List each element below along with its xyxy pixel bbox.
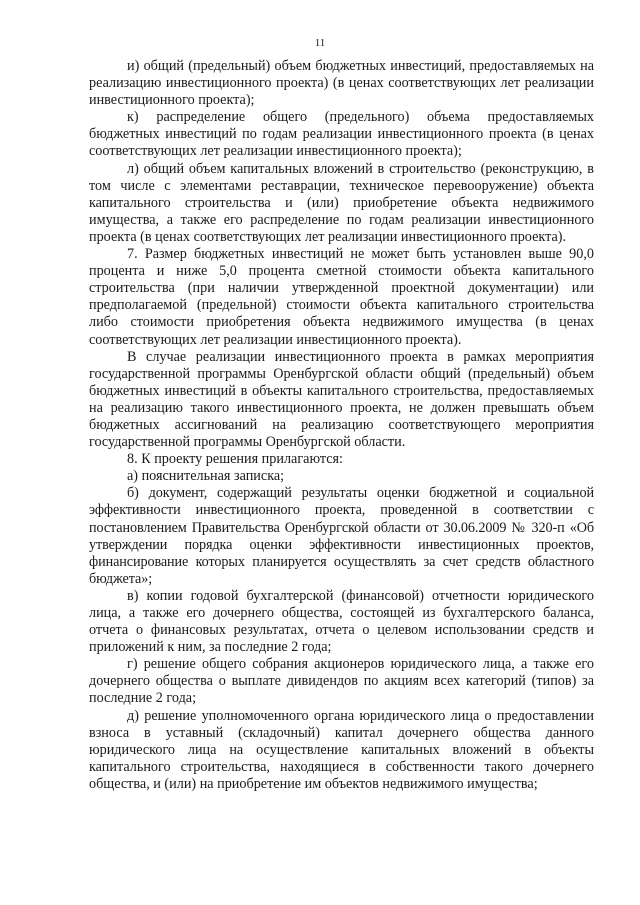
paragraph-7: 7. Размер бюджетных инвестиций не может быть установлен выше 90,0 процента и ниже 5,0 процента сметной стоимости объекта капитального строительства (при наличии утвержденной проектной документации) или предполагаемой (предельной) стоимости объекта капитального строительства либо стоимости приобретения объекта недвижимого имущества (в ценах соответствующих лет реализации инвестиционного проекта). <box>89 246 594 348</box>
paragraph-8-a: а) пояснительная записка; <box>127 468 285 485</box>
paragraph-8: 8. К проекту решения прилагаются: <box>127 451 343 468</box>
paragraph-l: л) общий объем капитальных вложений в строительство (реконструкцию, в том числе с элементами реставрации, техническое перевооружение) объекта капитального строительства и (или) приобретение объекта недвижимого имущества, а также его распределение по годам реализации инвестиционного проекта (в ценах соответствующих лет реализации инвестиционного проекта). <box>89 160 594 245</box>
document-body <box>89 58 594 793</box>
paragraph-8-g: г) решение общего собрания акционеров юридического лица, а также его дочернего общества о выплате дивидендов по акциям всех категорий (типов) за последние 2 года; <box>89 656 594 707</box>
paragraph-k: к) распределение общего (предельного) объема предоставляемых бюджетных инвестиций по годам реализации инвестиционного проекта (в ценах соответствующих лет реализации инвестиционного проекта); <box>89 109 594 160</box>
page-number: 11 <box>314 37 326 49</box>
paragraph-8-d: д) решение уполномоченного органа юридического лица о предоставлении взноса в уставный (складочный) капитал дочернего общества данного юридического лица на осуществление капитальных вложений в объекты капитального строительства, находящиеся в собственности такого дочернего общества, и (или) на приобретение им объектов недвижимого имущества; <box>89 707 594 792</box>
paragraph-i: и) общий (предельный) объем бюджетных инвестиций, предоставляемых на реализацию инвестиционного проекта) (в ценах соответствующих лет реализации инвестиционного проекта); <box>89 58 594 109</box>
paragraph-8-b: б) документ, содержащий результаты оценки бюджетной и социальной эффективности инвестиционного проекта, проведенной в соответствии с постановлением Правительства Оренбургской области от 30.06.2009 № 320-п «Об утверждении порядка оценки эффективности инвестиционных проектов, финансирование которых планируется осуществлять за счет средств областного бюджета»; <box>89 485 594 587</box>
paragraph-7-note: В случае реализации инвестиционного проекта в рамках мероприятия государственной программы Оренбургской области общий (предельный) объем бюджетных инвестиций в объекты капитального строительства, предоставляемых на реализацию такого инвестиционного проекта, не должен превышать объем бюджетных ассигнований на реализацию соответствующего мероприятия государственной программы Оренбургской области. <box>89 348 594 451</box>
paragraph-8-v: в) копии годовой бухгалтерской (финансовой) отчетности юридического лица, а также его дочернего общества, состоящей из бухгалтерского баланса, отчета о финансовых результатах, отчета о целевом использовании средств и приложений к ним, за последние 2 года; <box>89 587 594 656</box>
